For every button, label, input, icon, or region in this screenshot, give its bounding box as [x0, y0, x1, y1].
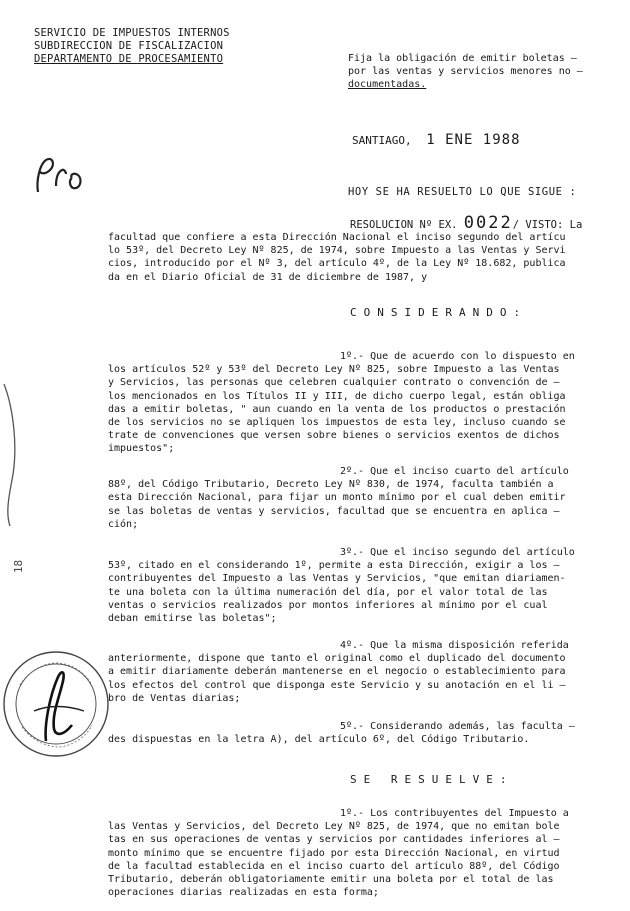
visto-line: facultad que confiere a esta Dirección Nacional el inciso segundo del artícu — [108, 232, 566, 243]
visto-line: da en el Diario Oficial de 31 de diciembre de 1987, y — [108, 271, 428, 283]
resuelve-1 — [108, 807, 608, 899]
margin-mark: 18 — [12, 559, 26, 574]
se-resuelve-heading: SE RESUELVE: — [350, 773, 514, 786]
visto-paragraph — [108, 231, 608, 284]
subject-block — [348, 52, 583, 91]
considerando-line: se las boletas de ventas y servicios, facultad que se encuentra en aplica — — [108, 505, 560, 517]
considerando-line: los efectos del control que disponga este Servicio y su anotación en el li — — [108, 679, 566, 691]
considerando-line: 5º.- Considerando además, las faculta — — [340, 721, 575, 732]
considerando-line: los artículos 52º y 53º del Decreto Ley Nº 825, sobre Impuesto a las Ventas — [108, 364, 560, 376]
resuelve-line: tas en sus operaciones de ventas y servicios por cantidades inferiores al — — [108, 834, 560, 846]
subject-line-1: Fija la obligación de emitir boletas — — [348, 53, 577, 64]
header-line-service: SERVICIO DE IMPUESTOS INTERNOS — [34, 27, 230, 39]
visto-line: lo 53º, del Decreto Ley Nº 825, de 1974, sobre Impuesto a las Ventas y Servi — [108, 245, 566, 257]
resolution-number-line — [350, 213, 582, 233]
resolution-visto: / VISTO: La — [512, 219, 583, 231]
considerando-line: te una boleta con la última numeración del día, por el valor total de las — [108, 586, 548, 598]
date-place: SANTIAGO, — [352, 134, 412, 147]
considerando-line: esta Dirección Nacional, para fijar un monto mínimo por el cual deben emitir — [108, 492, 566, 504]
official-seal-stamp — [0, 645, 112, 763]
considerando-1 — [108, 350, 608, 456]
considerando-line: das a emitir boletas, " aun cuando en la venta de los productos o prestación — [108, 403, 566, 415]
considerando-3 — [108, 546, 608, 625]
considerando-line: y Servicios, las personas que celebren cualquier contrato o convención de — — [108, 377, 560, 389]
considerando-line: 1º.- Que de acuerdo con lo dispuesto en — [340, 351, 575, 362]
considerando-line: 3º.- Que el inciso segundo del artículo — [340, 547, 575, 558]
considerando-line: ción; — [108, 518, 139, 530]
considerando-5 — [108, 720, 608, 746]
considerando-line: trate de convenciones que versen sobre bienes o servicios exentos de dichos — [108, 430, 560, 442]
visto-line: cios, introducido por el Nº 3, del artículo 4º, de la Ley Nº 18.682, publica — [108, 258, 566, 270]
considerando-line: anteriormente, dispone que tanto el original como el duplicado del documento — [108, 653, 566, 665]
considerando-line: contribuyentes del Impuesto a las Ventas y Servicios, "que emitan diariamen- — [108, 573, 566, 585]
resuelve-line: de la facultad establecida en el inciso cuarto del artículo 88º, del Código — [108, 860, 560, 872]
resuelve-line: Tributario, deberán obligatoriamente emitir una boleta por el total de las — [108, 874, 554, 886]
considerando-line: 4º.- Que la misma disposición referida — [340, 640, 569, 651]
considerando-line: 88º, del Código Tributario, Decreto Ley Nº 830, de 1974, faculta también a — [108, 479, 554, 491]
header-line-departamento: DEPARTAMENTO DE PROCESAMIENTO — [34, 53, 224, 65]
hoy-resuelto-heading: HOY SE HA RESUELTO LO QUE SIGUE : — [348, 186, 577, 198]
considerando-line: bro de Ventas diarias; — [108, 692, 241, 704]
considerando-line: des dispuestas en la letra A), del artículo 6º, del Código Tributario. — [108, 734, 530, 746]
considerando-line: los mencionados en los Títulos II y III, de dicho cuerpo legal, están obliga — [108, 390, 566, 402]
resolution-prefix: RESOLUCION Nº EX. — [350, 219, 458, 231]
resuelve-line: las Ventas y Servicios, del Decreto Ley Nº 825, de 1974, que no emitan bole — [108, 821, 560, 833]
date-stamp: 1 ENE 1988 — [426, 132, 521, 148]
handwritten-pro-annotation — [32, 150, 92, 198]
considerando-line: de los servicios no se apliquen los impuestos de esta ley, incluso cuando se — [108, 417, 566, 429]
resuelve-line: 1º.- Los contribuyentes del Impuesto a — [340, 808, 569, 819]
resuelve-line: operaciones diarias realizadas en esta forma; — [108, 887, 379, 899]
considerando-4 — [108, 639, 608, 705]
considerando-line: deban emitirse las boletas"; — [108, 613, 277, 625]
resolution-number: 0022 — [463, 213, 513, 233]
considerando-line: 2º.- Que el inciso cuarto del artículo — [340, 466, 569, 477]
considerando-line: ventas o servicios realizados por montos inferiores al mínimo por el cual — [108, 599, 548, 611]
department-header — [34, 27, 230, 66]
subject-line-3: documentadas. — [348, 79, 427, 90]
header-line-subdireccion: SUBDIRECCION DE FISCALIZACION — [34, 40, 224, 52]
subject-line-2: por las ventas y servicios menores no — — [348, 66, 583, 77]
considerando-2 — [108, 465, 608, 531]
margin-bracket-mark — [0, 380, 30, 530]
considerando-line: 53º, citado en el considerando 1º, permite a esta Dirección, exigir a los — — [108, 560, 560, 572]
considerando-line: impuestos"; — [108, 443, 175, 455]
date-line — [352, 132, 521, 148]
considerando-line: a emitir diariamente deberán mantenerse en el negocio o establecimiento para — [108, 666, 566, 678]
considerando-heading: CONSIDERANDO: — [350, 306, 528, 319]
resuelve-line: monto mínimo que se encuentre fijado por esta Dirección Nacional, en virtud — [108, 847, 560, 859]
